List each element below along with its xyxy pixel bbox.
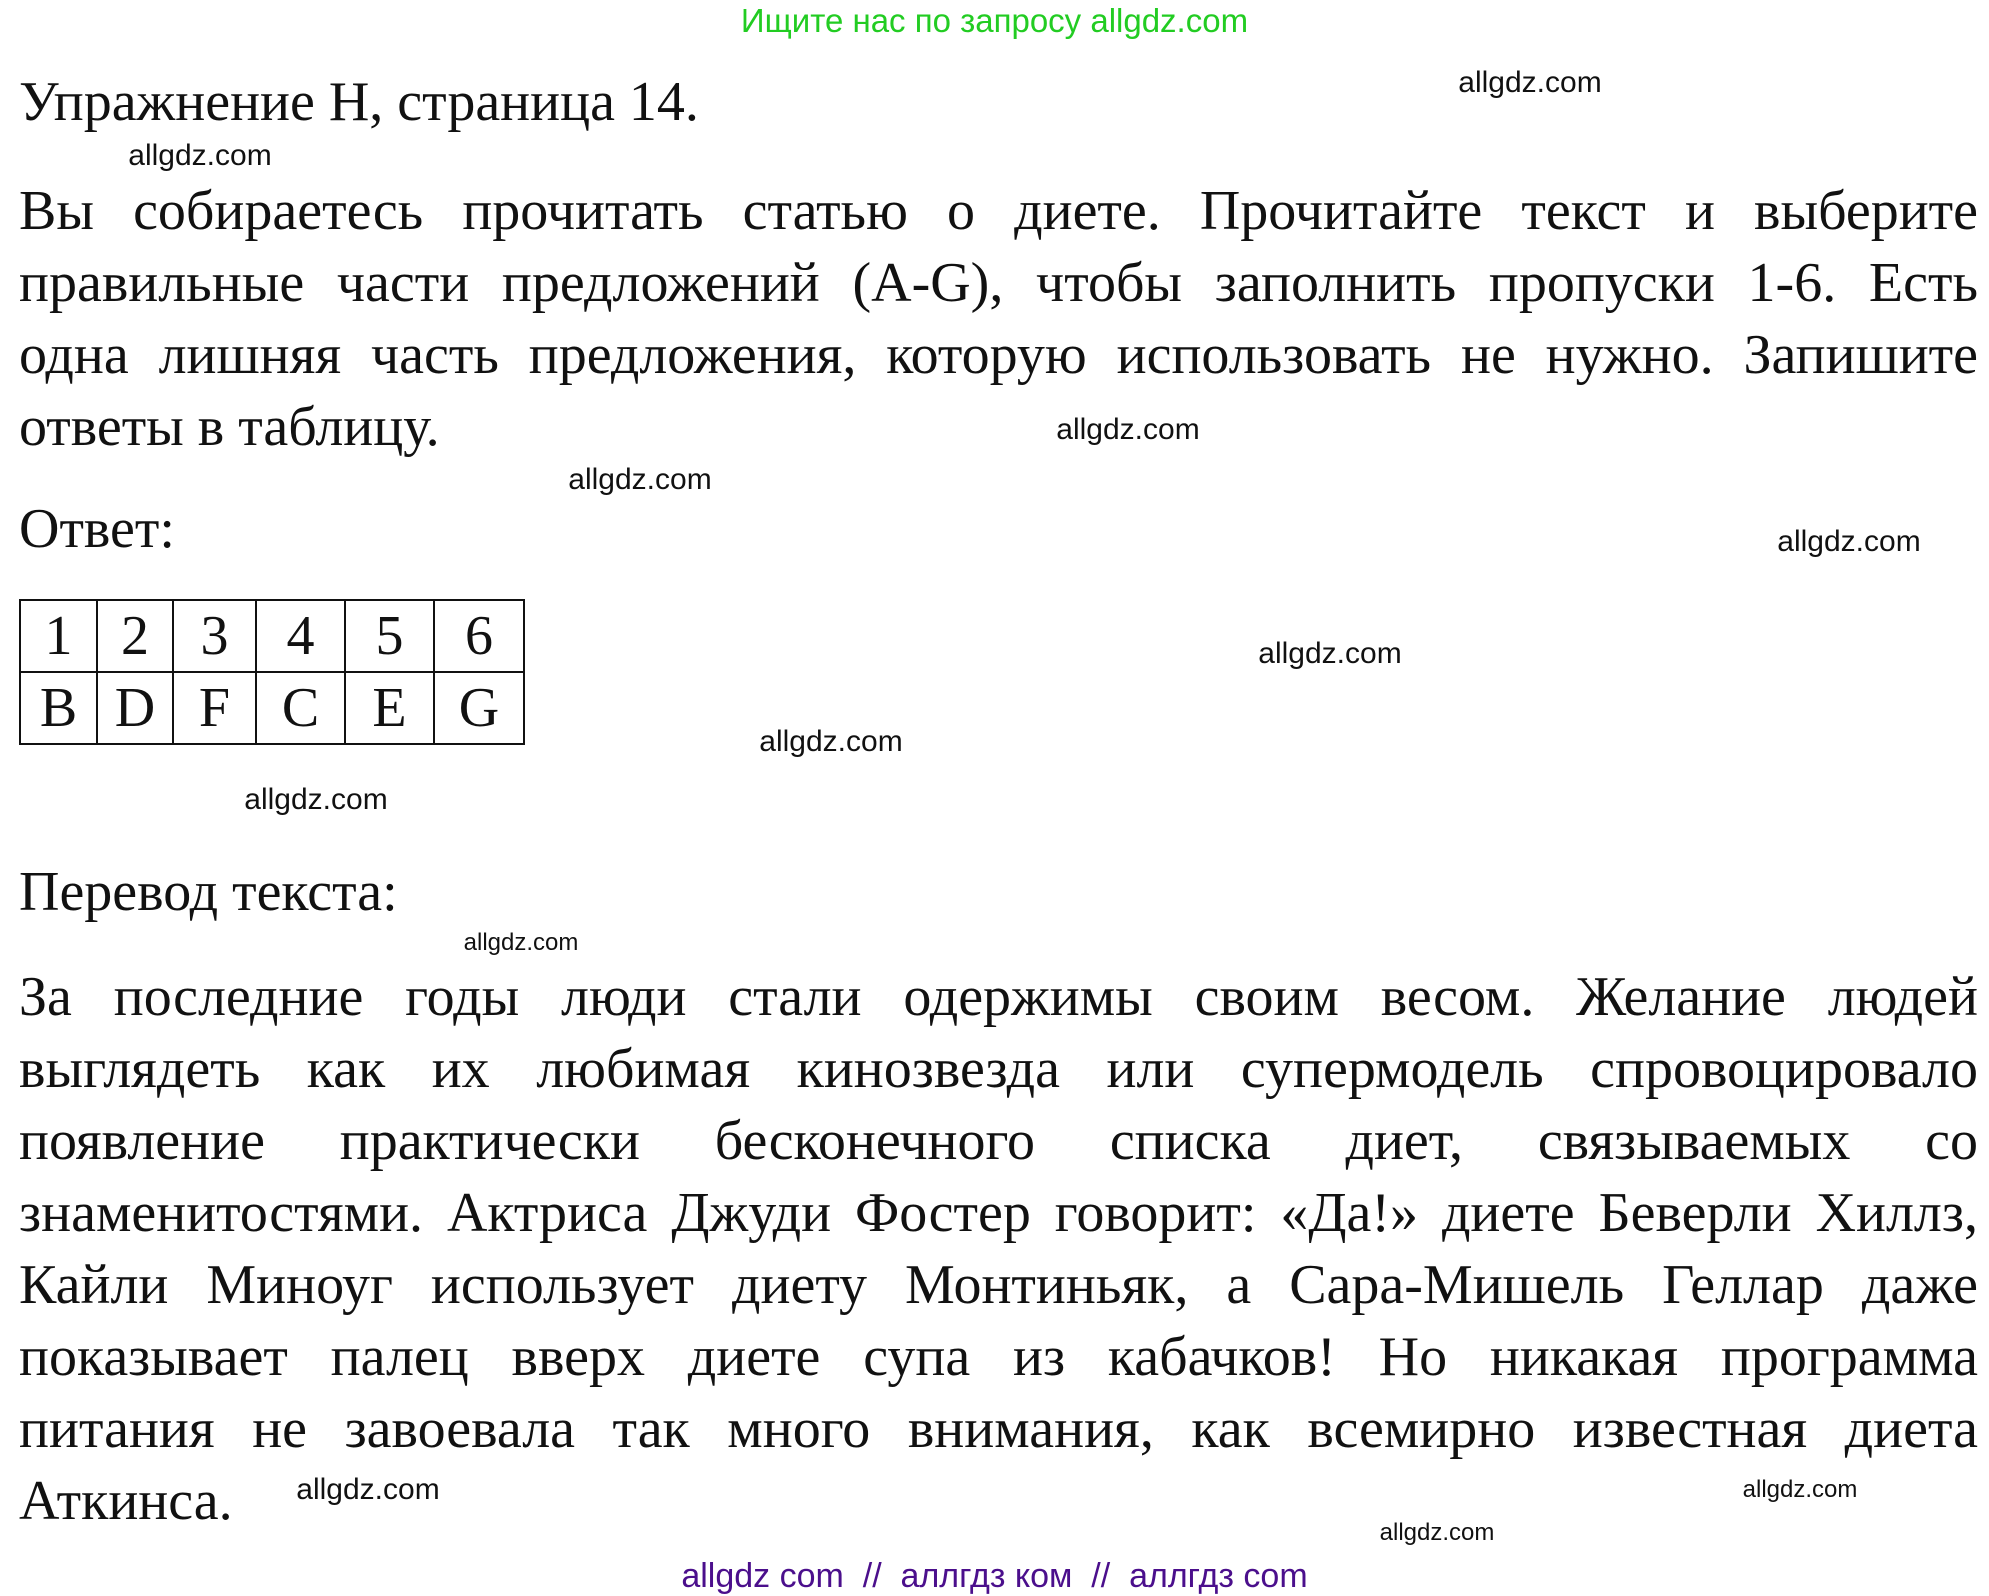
table-cell: 3 <box>173 600 256 672</box>
watermark: allgdz.com <box>1379 1519 1495 1546</box>
translation-paragraph <box>19 961 1978 1537</box>
table-cell: D <box>97 672 173 744</box>
table-cell: B <box>20 672 97 744</box>
translation-line: появление практически бесконечного списка диет, связываемых со <box>19 1110 1978 1172</box>
table-cell: 4 <box>256 600 345 672</box>
watermark: allgdz.com <box>1777 525 1921 558</box>
translation-line: выглядеть как их любимая кинозвезда или супермодель спровоцировало <box>19 1038 1978 1100</box>
translation-line: знаменитостями. Актриса Джуди Фостер говорит: «Да!» диете Беверли Хиллз, <box>19 1182 1978 1244</box>
footer-links <box>0 1556 1989 1596</box>
table-cell: G <box>434 672 524 744</box>
translation-line: За последние годы люди стали одержимы своим весом. Желание людей <box>19 966 1978 1028</box>
watermark: allgdz.com <box>463 929 579 956</box>
watermark: allgdz.com <box>1056 413 1200 446</box>
table-row-numbers <box>20 600 524 672</box>
translation-line: питания не завоевала так много внимания, как всемирно известная диета <box>19 1398 1978 1460</box>
table-cell: 2 <box>97 600 173 672</box>
watermark: allgdz.com <box>1258 637 1402 670</box>
translation-label: Перевод текста: <box>19 861 398 923</box>
footer-text: allgdz com // аллгдз ком // аллгдз com <box>681 1557 1308 1595</box>
instructions-line: одна лишняя часть предложения, которую использовать не нужно. Запишите <box>19 324 1978 386</box>
table-cell: 5 <box>345 600 434 672</box>
instructions-paragraph <box>19 175 1978 463</box>
answer-label: Ответ: <box>19 498 175 560</box>
table-cell: C <box>256 672 345 744</box>
watermark: allgdz.com <box>128 139 272 172</box>
search-banner: Ищите нас по запросу allgdz.com <box>740 2 1249 39</box>
watermark: allgdz.com <box>1458 66 1602 99</box>
watermark: allgdz.com <box>296 1473 440 1506</box>
watermark: allgdz.com <box>1742 1476 1858 1503</box>
answer-table <box>19 599 525 745</box>
table-cell: 6 <box>434 600 524 672</box>
watermark: allgdz.com <box>244 783 388 816</box>
table-cell: F <box>173 672 256 744</box>
table-row-letters <box>20 672 524 744</box>
instructions-line: Вы собираетесь прочитать статью о диете. Прочитайте текст и выберите <box>19 180 1978 242</box>
table-cell: E <box>345 672 434 744</box>
instructions-line: ответы в таблицу. <box>19 396 440 458</box>
translation-line: Аткинса. <box>19 1470 233 1532</box>
page-title: Упражнение H, страница 14. <box>19 71 699 133</box>
watermark: allgdz.com <box>759 725 903 758</box>
translation-line: показывает палец вверх диете супа из кабачков! Но никакая программа <box>19 1326 1978 1388</box>
watermark: allgdz.com <box>568 463 712 496</box>
table-cell: 1 <box>20 600 97 672</box>
translation-line: Кайли Миноуг использует диету Монтиньяк, а Сара-Мишель Геллар даже <box>19 1254 1978 1316</box>
instructions-line: правильные части предложений (A-G), чтобы заполнить пропуски 1-6. Есть <box>19 252 1978 314</box>
